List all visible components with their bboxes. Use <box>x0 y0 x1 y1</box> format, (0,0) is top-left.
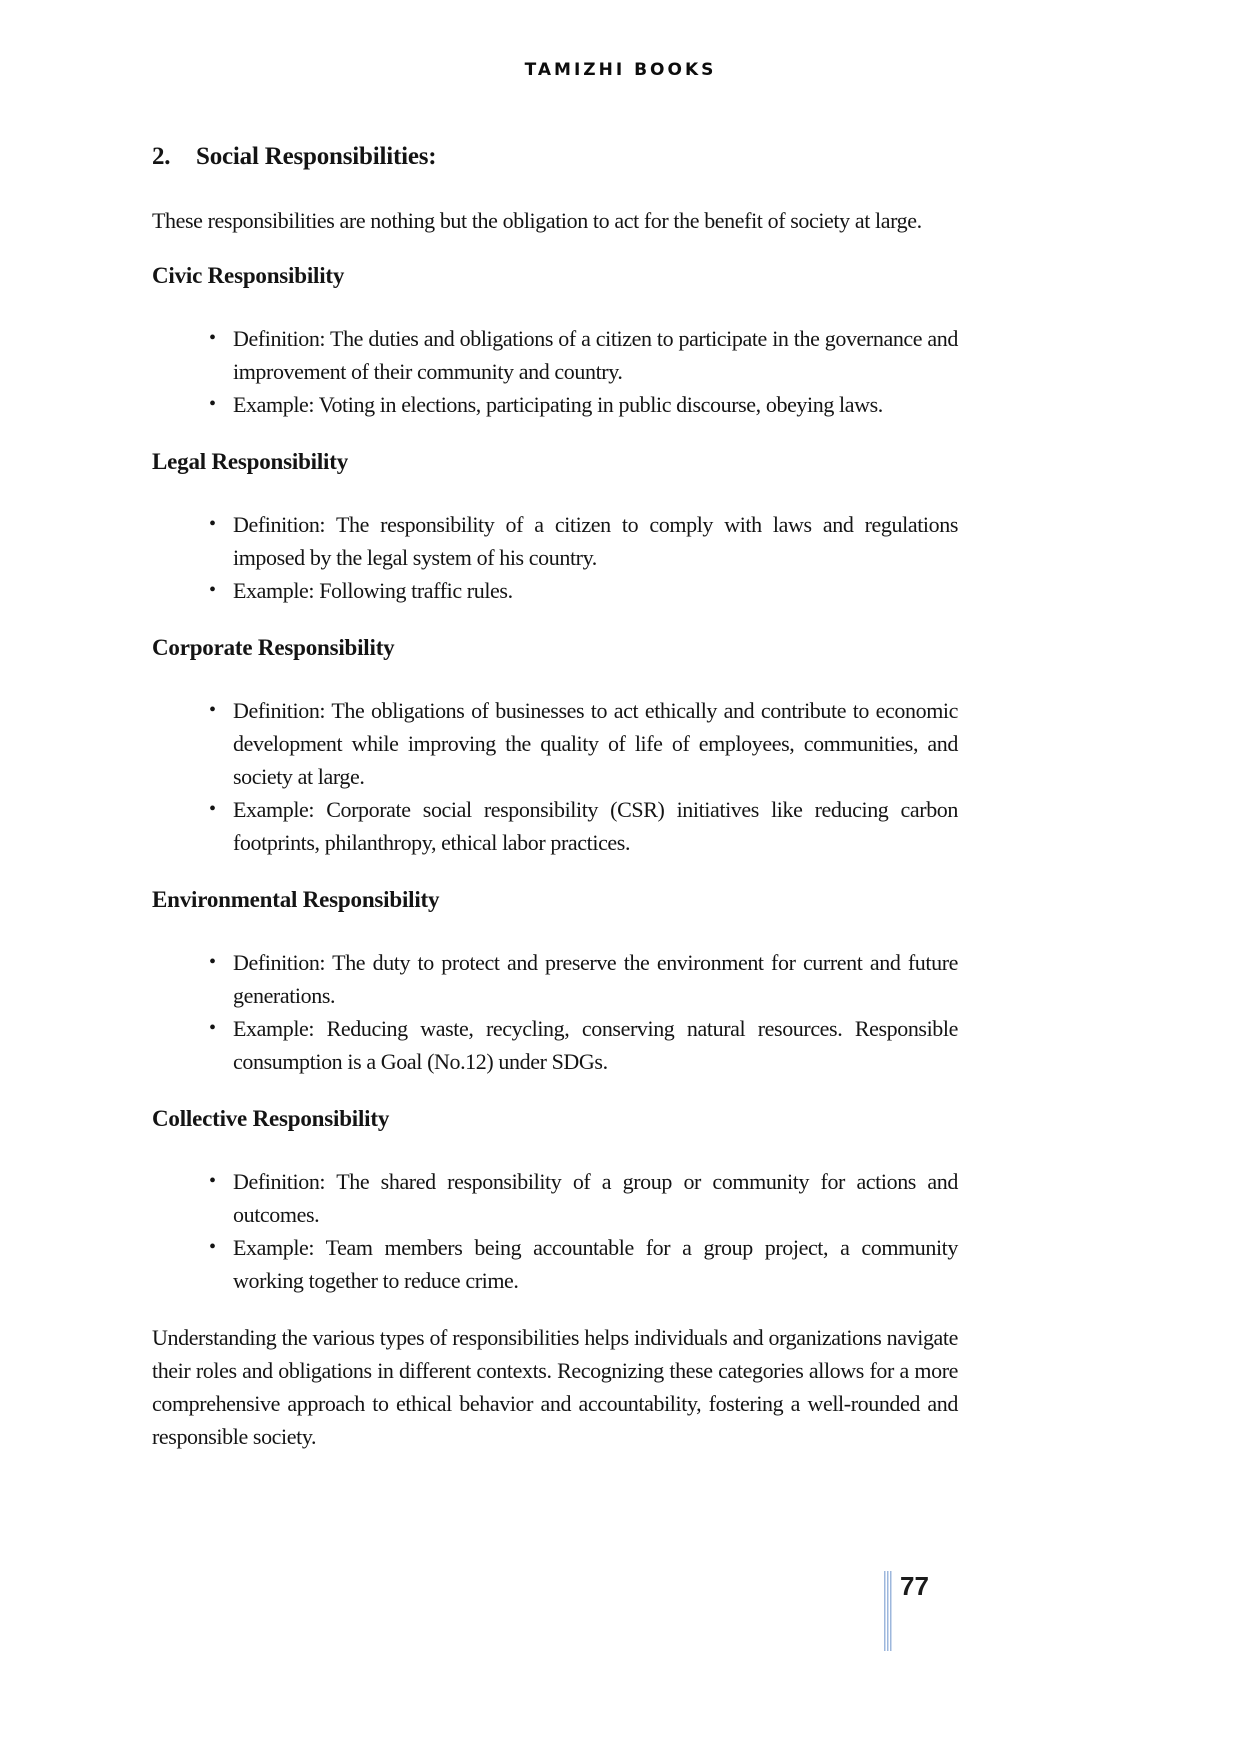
section-heading: Environmental Responsibility <box>152 887 440 912</box>
bullet-text: Definition: The shared responsibility of a group or community for actions and outcomes. <box>233 1169 958 1227</box>
bullet-item <box>209 1231 958 1297</box>
page-header <box>0 60 1241 80</box>
section-heading: Legal Responsibility <box>152 449 349 474</box>
bullet-icon: • <box>209 393 217 415</box>
bullet-item <box>209 1165 958 1231</box>
section-civic-responsibility <box>152 259 958 421</box>
bullet-item <box>209 508 958 574</box>
bullet-text: Definition: The responsibility of a citizen to comply with laws and regulations imposed by the legal system of his country. <box>233 512 958 570</box>
bullet-text: Definition: The duty to protect and preserve the environment for current and future generations. <box>233 950 958 1008</box>
bullet-item <box>209 388 958 421</box>
brand-logo: TAMIZHI BOOKS <box>524 60 717 80</box>
bullet-icon: • <box>209 579 217 601</box>
section-legal-responsibility <box>152 445 958 607</box>
bullet-item <box>209 694 958 793</box>
bullet-text: Example: Team members being accountable for a group project, a community working together to reduce crime. <box>233 1235 958 1293</box>
bullet-item <box>209 574 958 607</box>
section-corporate-responsibility <box>152 631 958 859</box>
section-heading: Collective Responsibility <box>152 1106 390 1131</box>
intro-paragraph: These responsibilities are nothing but the obligation to act for the benefit of society at large. <box>152 208 922 233</box>
page-footer <box>884 1571 929 1651</box>
bullet-list <box>152 322 958 421</box>
bullet-list <box>152 694 958 859</box>
bullet-icon: • <box>209 327 217 349</box>
bullet-item <box>209 946 958 1012</box>
bullet-icon: • <box>209 1170 217 1192</box>
bullet-text: Example: Voting in elections, participating in public discourse, obeying laws. <box>233 392 883 417</box>
bullet-text: Example: Corporate social responsibility (CSR) initiatives like reducing carbon footprints, philanthropy, ethical labor practices. <box>233 797 958 855</box>
page-number-accent-bar <box>884 1571 892 1651</box>
bullet-text: Example: Reducing waste, recycling, conserving natural resources. Responsible consumption is a Goal (No.12) under SDGs. <box>233 1016 958 1074</box>
bullet-icon: • <box>209 798 217 820</box>
section-heading: Civic Responsibility <box>152 263 345 288</box>
page-title <box>152 140 958 174</box>
bullet-item <box>209 322 958 388</box>
page-content <box>152 140 958 1475</box>
bullet-list <box>152 508 958 607</box>
bullet-list <box>152 946 958 1078</box>
section-environmental-responsibility <box>152 883 958 1078</box>
conclusion-paragraph: Understanding the various types of responsibilities helps individuals and organizations navigate their roles and obligations in different contexts. Recognizing these categories allows for a more comprehensive approach to ethical behavior and accountability, fostering a well-rounded and responsible society. <box>152 1325 958 1449</box>
bullet-text: Example: Following traffic rules. <box>233 578 513 603</box>
bullet-icon: • <box>209 1017 217 1039</box>
bullet-icon: • <box>209 513 217 535</box>
bullet-text: Definition: The duties and obligations of a citizen to participate in the governance and improvement of their community and country. <box>233 326 958 384</box>
page-title-number: 2. <box>152 143 171 170</box>
section-heading: Corporate Responsibility <box>152 635 395 660</box>
page-title-text: Social Responsibilities: <box>196 143 437 170</box>
bullet-text: Definition: The obligations of businesses to act ethically and contribute to economic development while improving the quality of life of employees, communities, and society at large. <box>233 698 958 789</box>
bullet-icon: • <box>209 699 217 721</box>
bullet-item <box>209 1012 958 1078</box>
bullet-list <box>152 1165 958 1297</box>
bullet-icon: • <box>209 951 217 973</box>
page-number: 77 <box>900 1571 929 1601</box>
section-collective-responsibility <box>152 1102 958 1297</box>
bullet-icon: • <box>209 1236 217 1258</box>
bullet-item <box>209 793 958 859</box>
